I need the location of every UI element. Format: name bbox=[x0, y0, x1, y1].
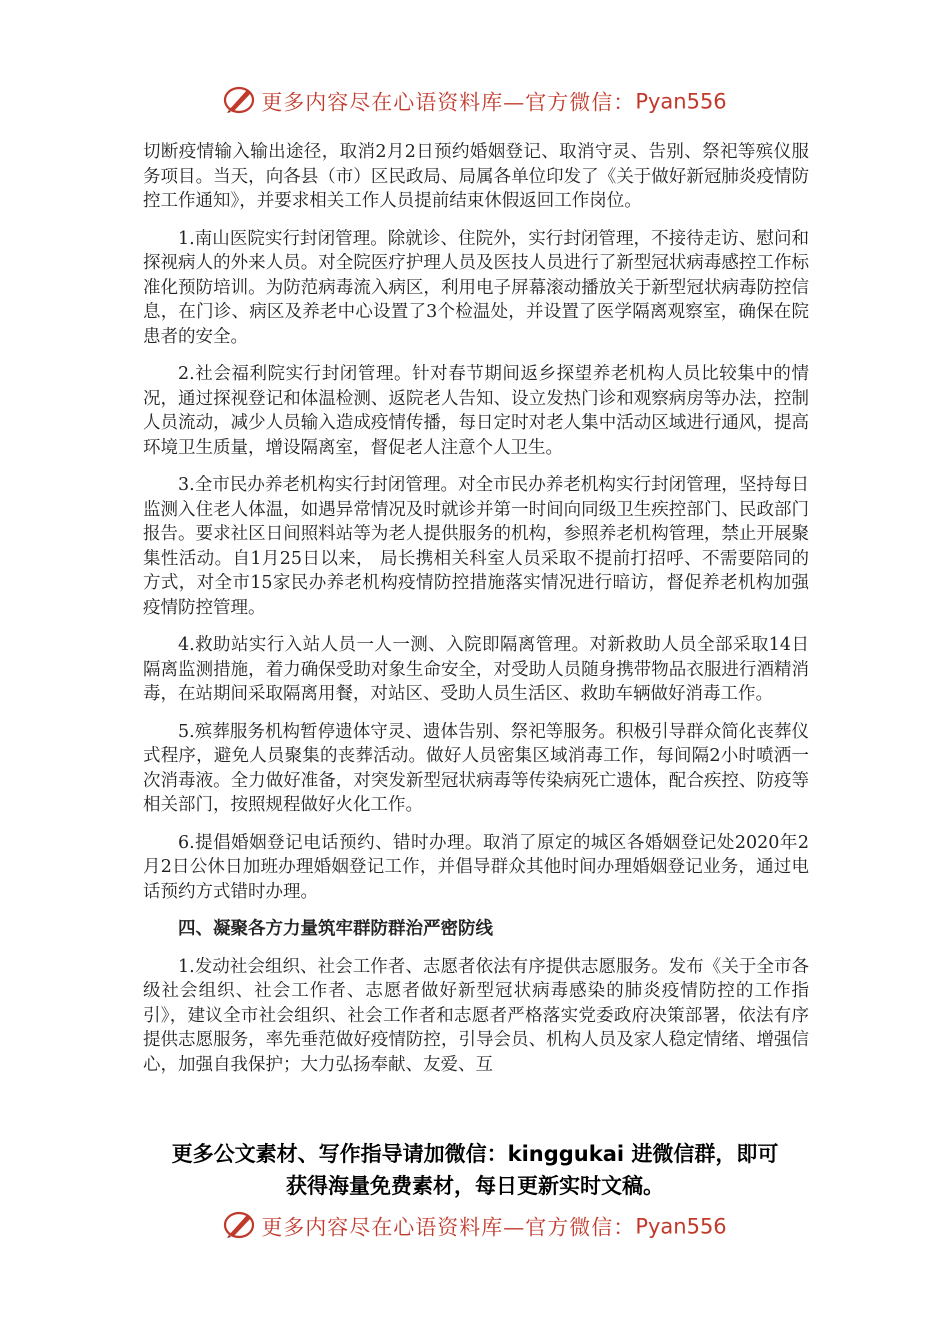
paragraph-item-3: 3.全市民办养老机构实行封闭管理。对全市民办养老机构实行封闭管理，坚持每日监测入住老人体温，如遇异常情况及时就诊并第一时间向同级卫生疾控部门、民政部门报告。要求社区日间照料站等为老人提供服务的机构，参照养老机构管理，禁止开展聚集性活动。自1月25日以来， 局长携相关科室人员采取不提前打招呼、不需要陪同的方式，对全市15家民办养老机构疫情防控措施落实情况进行暗访，督促养老机构加强疫情防控管理。 bbox=[143, 475, 809, 618]
paragraph-item-1: 1.南山医院实行封闭管理。除就诊、住院外，实行封闭管理，不接待走访、慰问和探视病人的外来人员。对全院医疗护理人员及医技人员进行了新型冠状病毒感控工作标准化预防培训。为防范病毒流入病区，利用电子屏幕滚动播放关于新型冠状病毒防控信息，在门诊、病区及养老中心设置了3个检温处，并设置了医学隔离观察室，确保在院患者的安全。 bbox=[143, 228, 809, 347]
paragraph-item-2: 2.社会福利院实行封闭管理。针对春节期间返乡探望养老机构人员比较集中的情况，通过探视登记和体温检测、返院老人告知、设立发热门诊和观察病房等办法，控制人员流动，减少人员输入造成疫情传播，每日定时对老人集中活动区域进行通风，提高环境卫生质量，增设隔离室，督促老人注意个人卫生。 bbox=[143, 364, 809, 458]
paragraph-item-6: 6.提倡婚姻登记电话预约、错时办理。取消了原定的城区各婚姻登记处2020年2月2日公休日加班办理婚姻登记工作，并倡导群众其他时间办理婚姻登记业务，通过电话预约方式错时办理。 bbox=[143, 832, 809, 902]
header-banner bbox=[0, 84, 950, 119]
header-wechat-id: Pyan556 bbox=[635, 89, 727, 114]
promo-line-1: 更多公文素材、写作指导请加微信：kinggukai 进微信群，即可 bbox=[171, 1142, 779, 1166]
document-body bbox=[143, 140, 809, 1130]
paragraph-section-4-item-1: 1.发动社会组织、社会工作者、志愿者依法有序提供志愿服务。发布《关于全市各级社会组织、社会工作者、志愿者做好新型冠状病毒感染的肺炎疫情防控的工作指引》，建议全市社会组织、社会工作者和志愿者严格落实党委政府决策部署，依法有序提供志愿服务，率先垂范做好疫情防控，引导会员、机构人员及家人稳定情绪、增强信心，加强自我保护；大力弘扬奉献、友爱、互 bbox=[143, 956, 809, 1075]
paragraph-continuation: 切断疫情输入输出途径，取消2月2日预约婚姻登记、取消守灵、告别、祭祀等殡仪服务项目。当天，向各县（市）区民政局、局属各单位印发了《关于做好新冠肺炎疫情防控工作通知》，并要求相关工作人员提前结束休假返回工作岗位。 bbox=[143, 142, 809, 211]
section-heading: 四、凝聚各方力量筑牢群防群治严密防线 bbox=[178, 919, 493, 939]
pen-logo-icon bbox=[223, 1209, 257, 1244]
paragraph-item-5: 5.殡葬服务机构暂停遗体守灵、遗体告别、祭祀等服务。积极引导群众简化丧葬仪式程序，避免人员聚集的丧葬活动。做好人员密集区域消毒工作，每间隔2小时喷洒一次消毒液。全力做好准备，对突发新型冠状病毒等传染病死亡遗体，配合疾控、防疫等相关部门，按照规程做好火化工作。 bbox=[143, 721, 809, 815]
header-banner-text: 更多内容尽在心语资料库—官方微信： bbox=[261, 90, 636, 115]
footer-banner bbox=[0, 1209, 950, 1244]
pen-logo-icon bbox=[223, 84, 257, 119]
footer-wechat-id: Pyan556 bbox=[635, 1214, 727, 1239]
promo-notice bbox=[0, 1138, 950, 1202]
footer-banner-text: 更多内容尽在心语资料库—官方微信： bbox=[261, 1215, 636, 1240]
paragraph-item-4: 4.救助站实行入站人员一人一测、入院即隔离管理。对新救助人员全部采取14日隔离监测措施，着力确保受助对象生命安全，对受助人员随身携带物品衣服进行酒精消毒，在站期间采取隔离用餐，对站区、受助人员生活区、救助车辆做好消毒工作。 bbox=[143, 635, 809, 704]
promo-line-2: 获得海量免费素材，每日更新实时文稿。 bbox=[286, 1174, 664, 1198]
